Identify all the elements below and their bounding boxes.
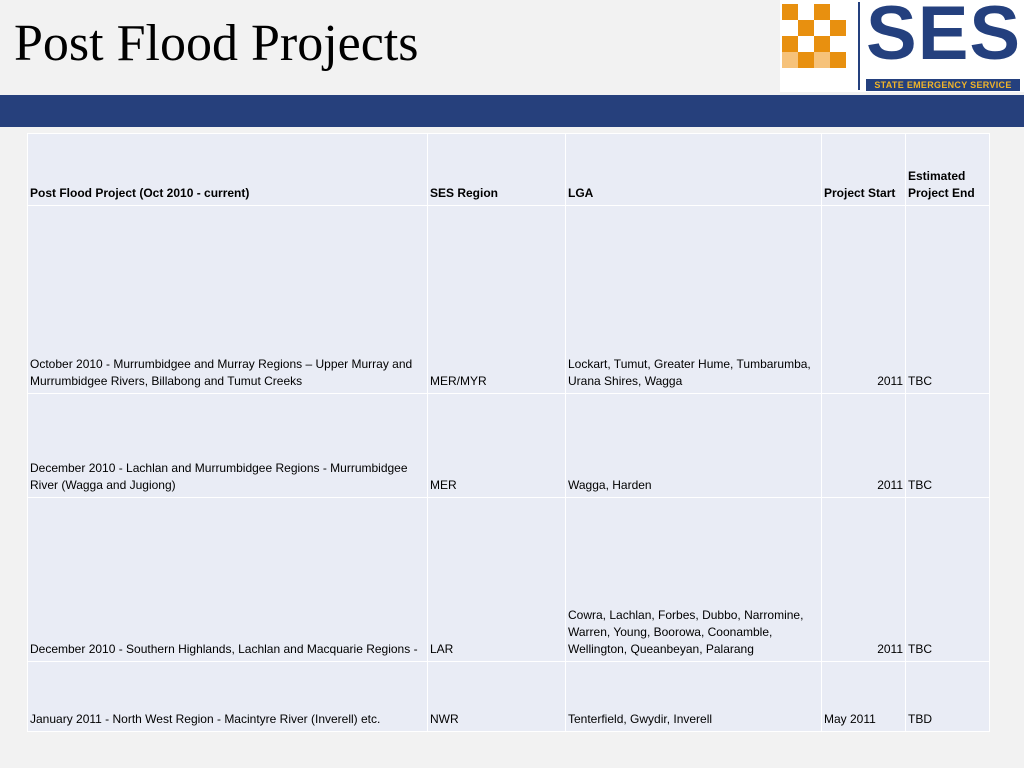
header-start: Project Start [822,134,906,206]
cell-end: TBD [906,662,990,732]
table-row [28,662,990,732]
logo-subtitle: STATE EMERGENCY SERVICE [866,79,1020,91]
cell-region: LAR [428,498,566,662]
table-row [28,206,990,394]
logo-wordmark: SES [866,0,1022,76]
page-title: Post Flood Projects [14,15,419,72]
table-header-row [28,134,990,206]
cell-lga: Tenterfield, Gwydir, Inverell [566,662,822,732]
cell-region: MER/MYR [428,206,566,394]
cell-project: December 2010 - Lachlan and Murrumbidgee Regions - Murrumbidgee River (Wagga and Jugiong) [28,394,428,498]
cell-lga: Lockart, Tumut, Greater Hume, Tumbarumba, Urana Shires, Wagga [566,206,822,394]
cell-lga: Cowra, Lachlan, Forbes, Dubbo, Narromine, Warren, Young, Boorowa, Coonamble, Wellington, Queanbeyan, Palarang [566,498,822,662]
cell-region: MER [428,394,566,498]
cell-end: TBC [906,394,990,498]
header-project: Post Flood Project (Oct 2010 - current) [28,134,428,206]
cell-end: TBC [906,206,990,394]
cell-project: January 2011 - North West Region - Macintyre River (Inverell) etc. [28,662,428,732]
cell-start: 2011 [822,498,906,662]
cell-lga: Wagga, Harden [566,394,822,498]
header-lga: LGA [566,134,822,206]
cell-project: December 2010 - Southern Highlands, Lachlan and Macquarie Regions - [28,498,428,662]
cell-end: TBC [906,498,990,662]
header-region: SES Region [428,134,566,206]
cell-region: NWR [428,662,566,732]
cell-start: 2011 [822,206,906,394]
header-band [0,95,1024,127]
logo-divider [858,2,860,90]
header-end: Estimated Project End [906,134,990,206]
projects-table [27,133,990,732]
checker-icon [782,4,846,68]
cell-project: October 2010 - Murrumbidgee and Murray Regions – Upper Murray and Murrumbidgee Rivers, Billabong and Tumut Creeks [28,206,428,394]
table-row [28,498,990,662]
projects-table-container [27,133,990,732]
cell-start: May 2011 [822,662,906,732]
table-row [28,394,990,498]
cell-start: 2011 [822,394,906,498]
